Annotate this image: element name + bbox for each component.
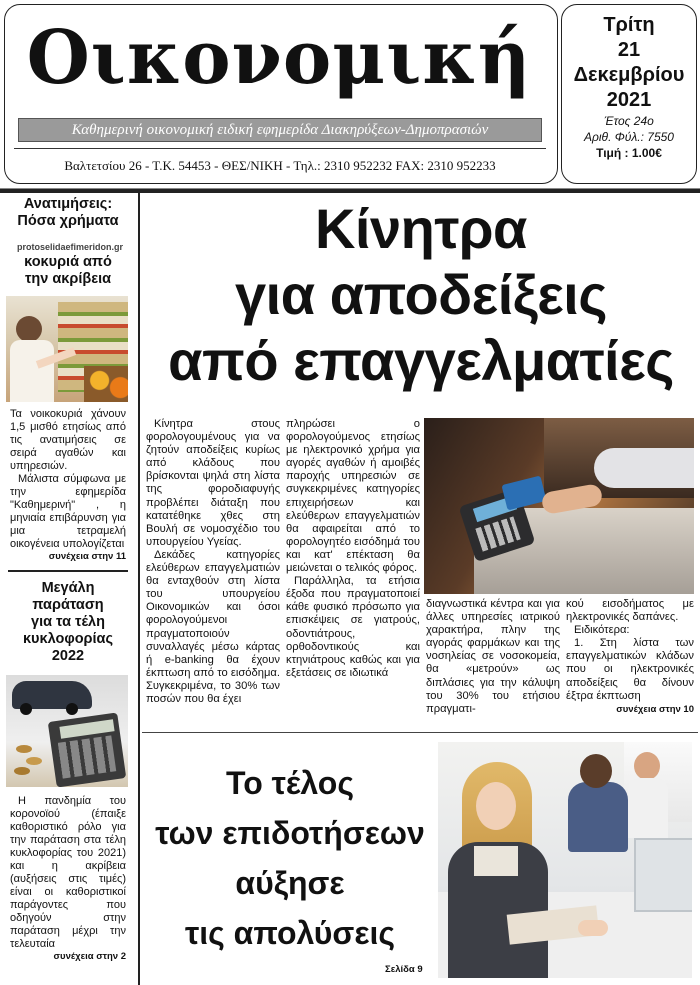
left-column: [0, 196, 136, 962]
main-headline: [142, 196, 700, 394]
article-col-1: [146, 418, 280, 706]
column-rule: [138, 192, 140, 985]
headline-line-2: για αποδείξεις: [235, 263, 607, 326]
story2-continue: συνέχεια στην 2: [53, 951, 126, 962]
story1-title-a: Ανατιμήσεις:: [23, 196, 113, 212]
story1-text-a: Τα νοικοκυριά χάνουν 1,5 μισθό ετησίως από τις ανατιμήσεις σε σειρά αγαθών και υπηρεσιών.: [10, 408, 126, 472]
col3-paragraph-1: διαγνωστικά κέντρα και για άλλες υπηρεσίες ιατρικού χαρακτήρα, πλην της αγοράς φαρμάκων και της νοσηλείας σε νοσοκομεία, θα «μετρούν» ως διπλάσιες για την κάλυψη του 30% του ετήσιου πραγματι-: [426, 598, 560, 715]
second-headline-1: Το τέλος: [226, 765, 354, 801]
second-headline-4: τις απολύσεις: [184, 915, 396, 951]
story2-text: Η πανδημία του κορονοϊού (έπαιξε καθοριστικό ρόλο για την παράταση στα τέλη κυκλοφορίας του 2021) και η ακρίβεια (αυξήσεις στις τιμές) είναι οι καθοριστικοί παράγοντες που οδηγούν στην παράταση μέχρι την τελευταία: [10, 795, 126, 950]
date-box: [561, 4, 697, 184]
article-col-4: [566, 598, 694, 716]
card-payment-photo: [424, 418, 694, 594]
second-headline-3: αύξησε: [235, 865, 345, 901]
col4-paragraph-3: 1. Στη λίστα των επαγγελματικών κλάδων που οι ηλεκτρονικές αποδείξεις θα δίνουν έξτρα έκπτωση: [566, 637, 694, 702]
watermark: protoselidaefimeridon.gr: [16, 242, 123, 252]
second-headline: [150, 758, 430, 958]
tagline-banner: Καθημερινή οικονομική ειδική εφημερίδα Διακηρύξεων-Δημοπρασιών: [18, 118, 542, 142]
story1-text-b: Μάλιστα σύμφωνα με την εφημερίδα "Καθημερινή" , η μηνιαία επιβάρυνση για μια τετραμελή οικογένεια υπολογίζεται: [10, 473, 126, 550]
story2-title-b: παράταση: [32, 597, 104, 613]
col4-paragraph-2: Ειδικότερα:: [574, 624, 630, 637]
newspaper-title: Οικονομική: [26, 15, 532, 101]
story2-title-e: 2022: [51, 648, 85, 664]
story2-title-a: Μεγάλη: [41, 580, 95, 596]
story2-title-c: για τα τέλη: [31, 614, 105, 630]
day: 21: [617, 39, 641, 61]
header-rule: [0, 188, 700, 193]
month: Δεκεμβρίου: [573, 64, 685, 86]
col1-paragraph-2: Δεκάδες κατηγορίες ελεύθερων επαγγελματιών θα ενταχθούν στη λίστα του υπουργείου Οικονομικών και όσοι φορολογούμενοι πραγματοποιούν συναλλαγές μέσω κάρτας ή e-banking θα έχουν έκπτωση από το εισόδημα. Συγκεκριμένα, το 30% των ποσών που θα έχει: [146, 548, 280, 705]
year: 2021: [606, 89, 652, 111]
story1-title-c: κοκυριά από: [24, 254, 112, 270]
second-headline-2: των επιδοτήσεων: [155, 815, 425, 851]
headline-line-3: από επαγγελματίες: [168, 329, 674, 392]
main-continue: συνέχεια στην 10: [616, 703, 694, 715]
story1-title-b: Πόσα χρήματα: [17, 213, 119, 229]
col1-paragraph-1: Κίνητρα στους φορολογουμένους για να ζητούν αποδείξεις κυρίως από κλάδους που βρίσκονται ψηλά στη λίστα της φοροδιαφυγής προβλέπει διάταξη που κατατέθηκε χθες στη Βουλή σε νομοσχέδιο του υπουργείου Υγείας.: [146, 418, 280, 548]
weekday: Τρίτη: [603, 14, 655, 36]
supermarket-photo: [6, 296, 128, 402]
col2-paragraph-2: Παράλληλα, τα ετήσια έξοδα που πραγματοποιεί κάθε φυσικό πρόσωπο για επισκέψεις σε γιατρούς, οδοντιάτρους, ορθοδοντικούς και κτηνιάτρους καθώς και για εξετάσεις σε ιδιωτικά: [286, 575, 420, 679]
volume: Έτος 24ο: [604, 114, 654, 128]
price: Τιμή : 1.00€: [596, 146, 662, 160]
calculator-car-photo: [6, 675, 128, 787]
page-reference: Σελίδα 9: [385, 964, 423, 975]
headline-line-1: Κίνητρα: [315, 197, 527, 260]
col4-paragraph-1: κού εισοδήματος με ηλεκτρονικές δαπάνες.: [566, 598, 694, 624]
article-col-2: [286, 418, 420, 680]
story1-title-d: την ακρίβεια: [24, 271, 112, 287]
office-workers-photo: [438, 742, 692, 978]
address-line: Βαλτετσίου 26 - Τ.Κ. 54453 - ΘΕΣ/ΝΙΚΗ - Τηλ.: 2310 952232 FAX: 2310 952233: [64, 158, 496, 173]
issue-number: Αριθ. Φύλ.: 7550: [584, 130, 674, 144]
article-col-3: [426, 598, 560, 716]
story1-continue: συνέχεια στην 11: [48, 551, 126, 562]
col2-paragraph-1: πληρώσει ο φορολογούμενος ετησίως με ηλεκτρονικό χρήμα για αγορές αγαθών ή αμοιβές παροχής υπηρεσιών σε συγκεκριμένες κατηγορίες επιχειρήσεων και ελεύθερων επαγγελματιών θα αφαιρείται από το φορολογητέο εισόδημά του και κατ' επέκταση θα μειώνεται ο τελικός φόρος.: [286, 418, 420, 575]
story2-title-d: κυκλοφορίας: [22, 631, 114, 647]
masthead-rule: [14, 148, 546, 149]
section-rule: [142, 732, 698, 733]
